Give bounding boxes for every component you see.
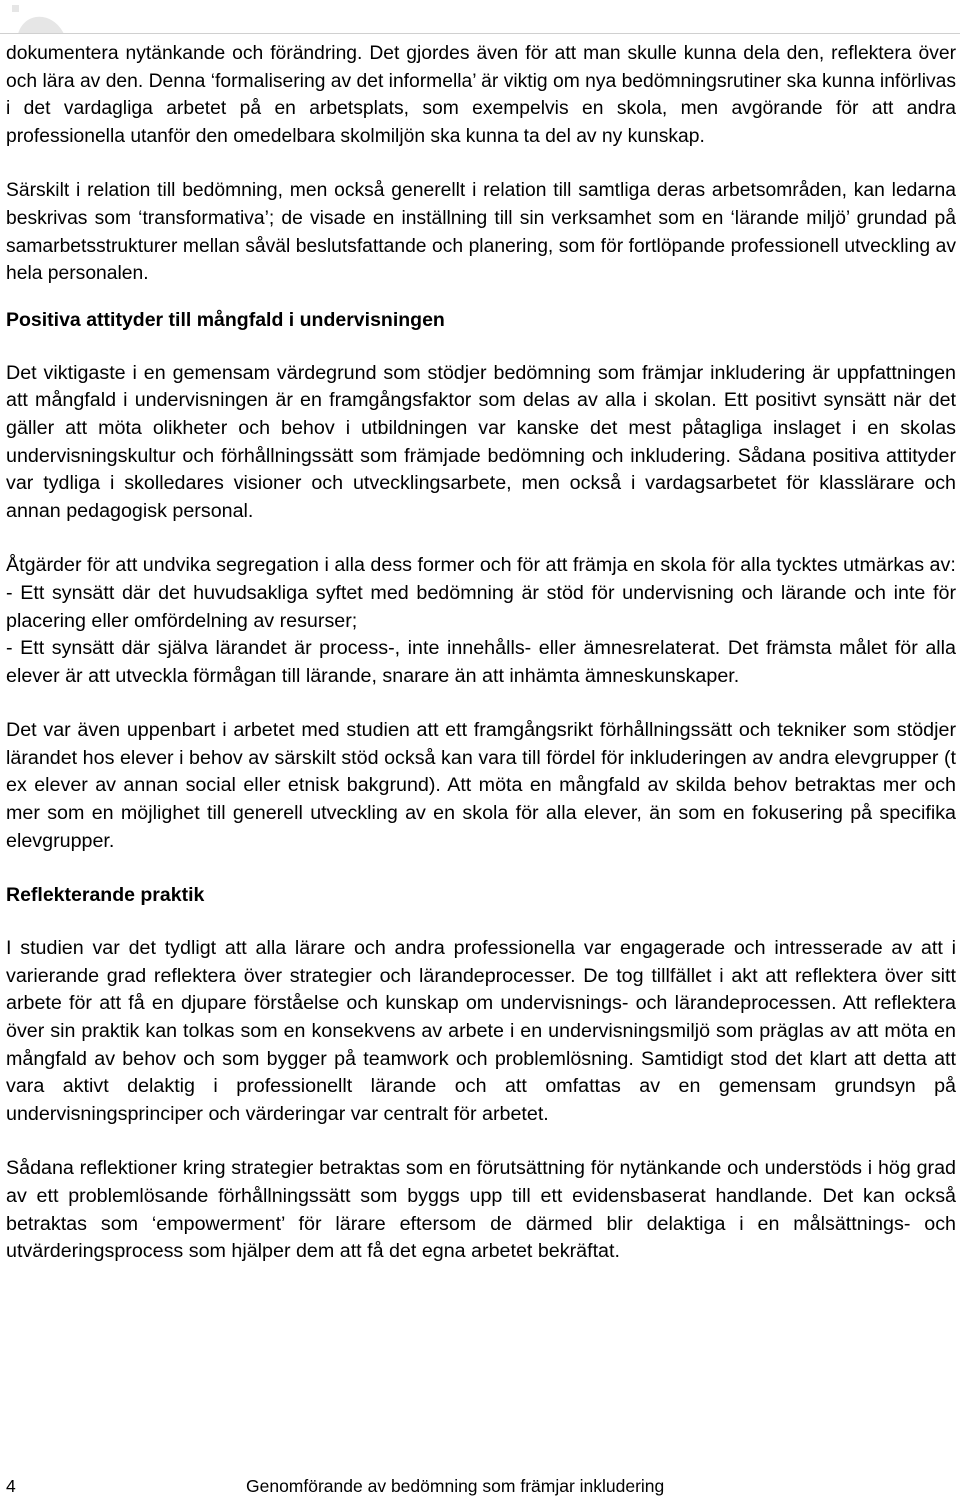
document-body	[6, 40, 956, 1266]
page-number: 4	[6, 1476, 16, 1496]
paragraph: Det viktigaste i en gemensam värdegrund som stödjer bedömning som främjar inkludering är uppfattningen att mångfald i undervisningen är en framgångsfaktor som delas av alla i skolan. Ett positivt synsätt när det gäller att möta olikheter och behov i utbildningen var kanske det mest påtagliga inslaget i en skolas undervisningskultur och förhållningssätt som främjade bedömning och inkludering. Sådana positiva attityder var tydliga i skolledares visioner och utvecklingsarbete, men också i vardagsarbetet för klasslärare och annan pedagogisk personal.	[6, 361, 956, 522]
paragraph: Särskilt i relation till bedömning, men också generellt i relation till samtliga deras arbetsområden, kan ledarna beskrivas som ‘transformativa’; de visade en inställning till sin verksamhet som en ‘lärande miljö’ grundad på samarbetsstrukturer mellan såväl beslutsfattande och planering, som för fortlöpande professionell utveckling av hela personalen.	[6, 180, 956, 285]
section-heading: Reflekterande praktik	[6, 884, 205, 907]
header-rule	[0, 33, 960, 34]
paragraph: Sådana reflektioner kring strategier betraktas som en förutsättning för nytänkande och understöds i hög grad av ett problemlösande förhållningssätt som byggs upp till ett evidensbaserat handlande. Det kan också betraktas som ‘empowerment’ för lärare eftersom de därmed blir delaktiga i en målsättnings- och utvärderingsprocess som hjälper dem att få det egna arbetet bekräftat.	[6, 1157, 956, 1263]
paragraph	[6, 552, 956, 690]
footer-title: Genomförande av bedömning som främjar inkludering	[246, 1476, 665, 1496]
paragraph: Det var även uppenbart i arbetet med studien att ett framgångsrikt förhållningssätt och tekniker som stödjer lärandet hos elever i behov av särskilt stöd också kan vara till fördel för inkluderingen av andra elevgrupper (t ex elever av annan social eller etnisk bakgrund). Att möta en mångfald av skilda behov betraktas mer och mer som en möjlighet till generell utveckling av en skola för alla elever, än som en fokusering på specifika elevgrupper.	[6, 719, 956, 852]
section-heading: Positiva attityder till mångfald i undervisningen	[6, 308, 445, 331]
intro-section	[6, 40, 956, 288]
list-item: - Ett synsätt där det huvudsakliga syftet med bedömning är stöd för undervisning och lärande och inte för placering eller omfördelning av resurser;	[6, 581, 956, 632]
logo-shape-icon	[0, 0, 68, 34]
list-intro: Åtgärder för att undvika segregation i alla dess former och för att främja en skola för alla tycktes utmärkas av:	[6, 554, 956, 577]
list-item: - Ett synsätt där själva lärandet är process-, inte innehålls- eller ämnesrelaterat. Det främsta målet för alla elever är att utveckla förmågan till lärande, snarare än att inhämta ämneskunskaper.	[6, 637, 956, 687]
paragraph: dokumentera nytänkande och förändring. Det gjordes även för att man skulle kunna dela den, reflektera över och lära av den. Denna ‘formalisering av det informella’ är viktig om nya bedömningsrutiner ska kunna införlivas i det vardagliga arbetet på en arbetsplats, som exempelvis en skola, men avgörande för att andra professionella utanför den omedelbara skolmiljön ska kunna ta del av ny kunskap.	[6, 43, 956, 147]
section-diversity	[6, 306, 956, 1266]
paragraph: I studien var det tydligt att alla lärare och andra professionella var engagerade och intresserade av att i varierande grad reflektera över strategier och lärandeprocesser. De tog tillfället i akt att reflektera över sitt arbete för att få en djupare förståelse och kunskap om undervisnings- och lärandeprocessen. Att reflektera över sin praktik kan tolkas som en konsekvens av arbete i en undervisningsmiljö som präglas av att möta en mångfald av behov och som bygger på teamwork och problemlösning. Samtidigt stod det klart att detta att vara aktivt delaktig i professionellt lärande och att omfattas av en gemensam grundsyn på undervisningsprinciper och värderingar var centralt för arbetet.	[6, 937, 956, 1125]
